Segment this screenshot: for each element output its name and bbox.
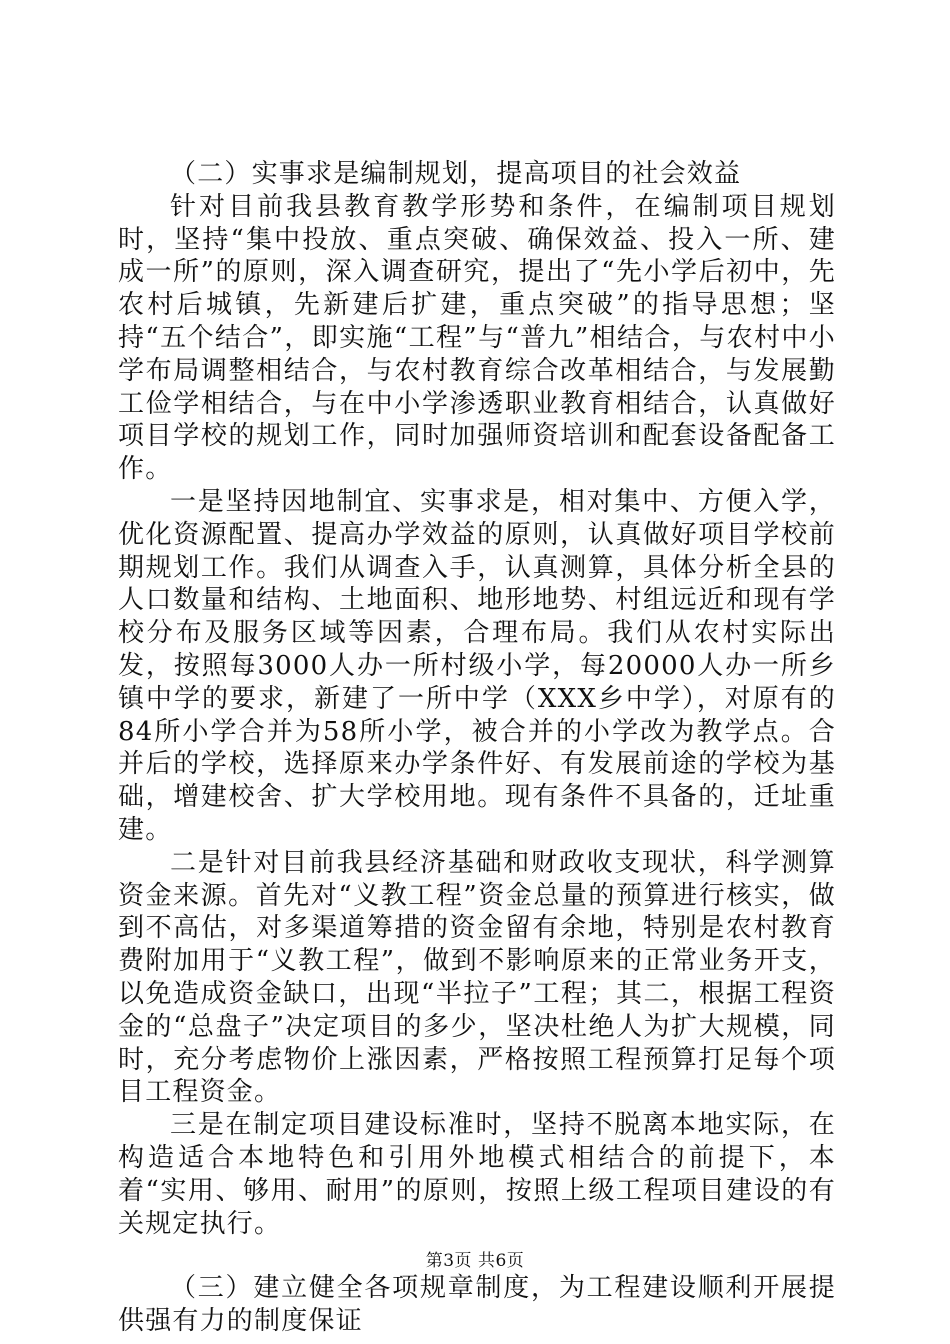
document-body	[118, 158, 836, 1338]
paragraph-point-one: 一是坚持因地制宜、实事求是，相对集中、方便入学，优化资源配置、提高办学效益的原则，认真做好项目学校前期规划工作。我们从调查入手，认真测算，具体分析全县的人口数量和结构、土地面积、地形地势、村组远近和现有学校分布及服务区域等因素，合理布局。我们从农村实际出发，按照每3000人办一所村级小学，每20000人办一所乡镇中学的要求，新建了一所中学（XXX乡中学），对原有的84所小学合并为58所小学，被合并的小学改为教学点。合并后的学校，选择原来办学条件好、有发展前途的学校为基础，增建校舍、扩大学校用地。现有条件不具备的，迁址重建。	[118, 486, 836, 845]
section-heading-2: （二）实事求是编制规划，提高项目的社会效益	[170, 159, 742, 189]
page-number-footer: 第3页 共6页	[425, 1251, 525, 1271]
paragraph-planning: 针对目前我县教育教学形势和条件，在编制项目规划时，坚持“集中投放、重点突破、确保效益、投入一所、建成一所”的原则，深入调查研究，提出了“先小学后初中，先农村后城镇，先新建后扩建，重点突破”的指导思想；坚持“五个结合”，即实施“工程”与“普九”相结合，与农村中小学布局调整相结合，与农村教育综合改革相结合，与发展勤工俭学相结合，与在中小学渗透职业教育相结合，认真做好项目学校的规划工作，同时加强师资培训和配套设备配备工作。	[118, 191, 836, 485]
paragraph-point-two: 二是针对目前我县经济基础和财政收支现状，科学测算资金来源。首先对“义教工程”资金总量的预算进行核实，做到不高估，对多渠道筹措的资金留有余地，特别是农村教育费附加用于“义教工程”，做到不影响原来的正常业务开支，以免造成资金缺口，出现“半拉子”工程；其二，根据工程资金的“总盘子”决定项目的多少，坚决杜绝人为扩大规模，同时，充分考虑物价上涨因素，严格按照工程预算打足每个项目工程资金。	[118, 847, 836, 1108]
section-heading-3: （三）建立健全各项规章制度，为工程建设顺利开展提供强有力的制度保证	[118, 1273, 836, 1337]
paragraph-point-three: 三是在制定项目建设标准时，坚持不脱离本地实际，在构造适合本地特色和引用外地模式相结合的前提下，本着“实用、够用、耐用”的原则，按照上级工程项目建设的有关规定执行。	[118, 1110, 836, 1239]
